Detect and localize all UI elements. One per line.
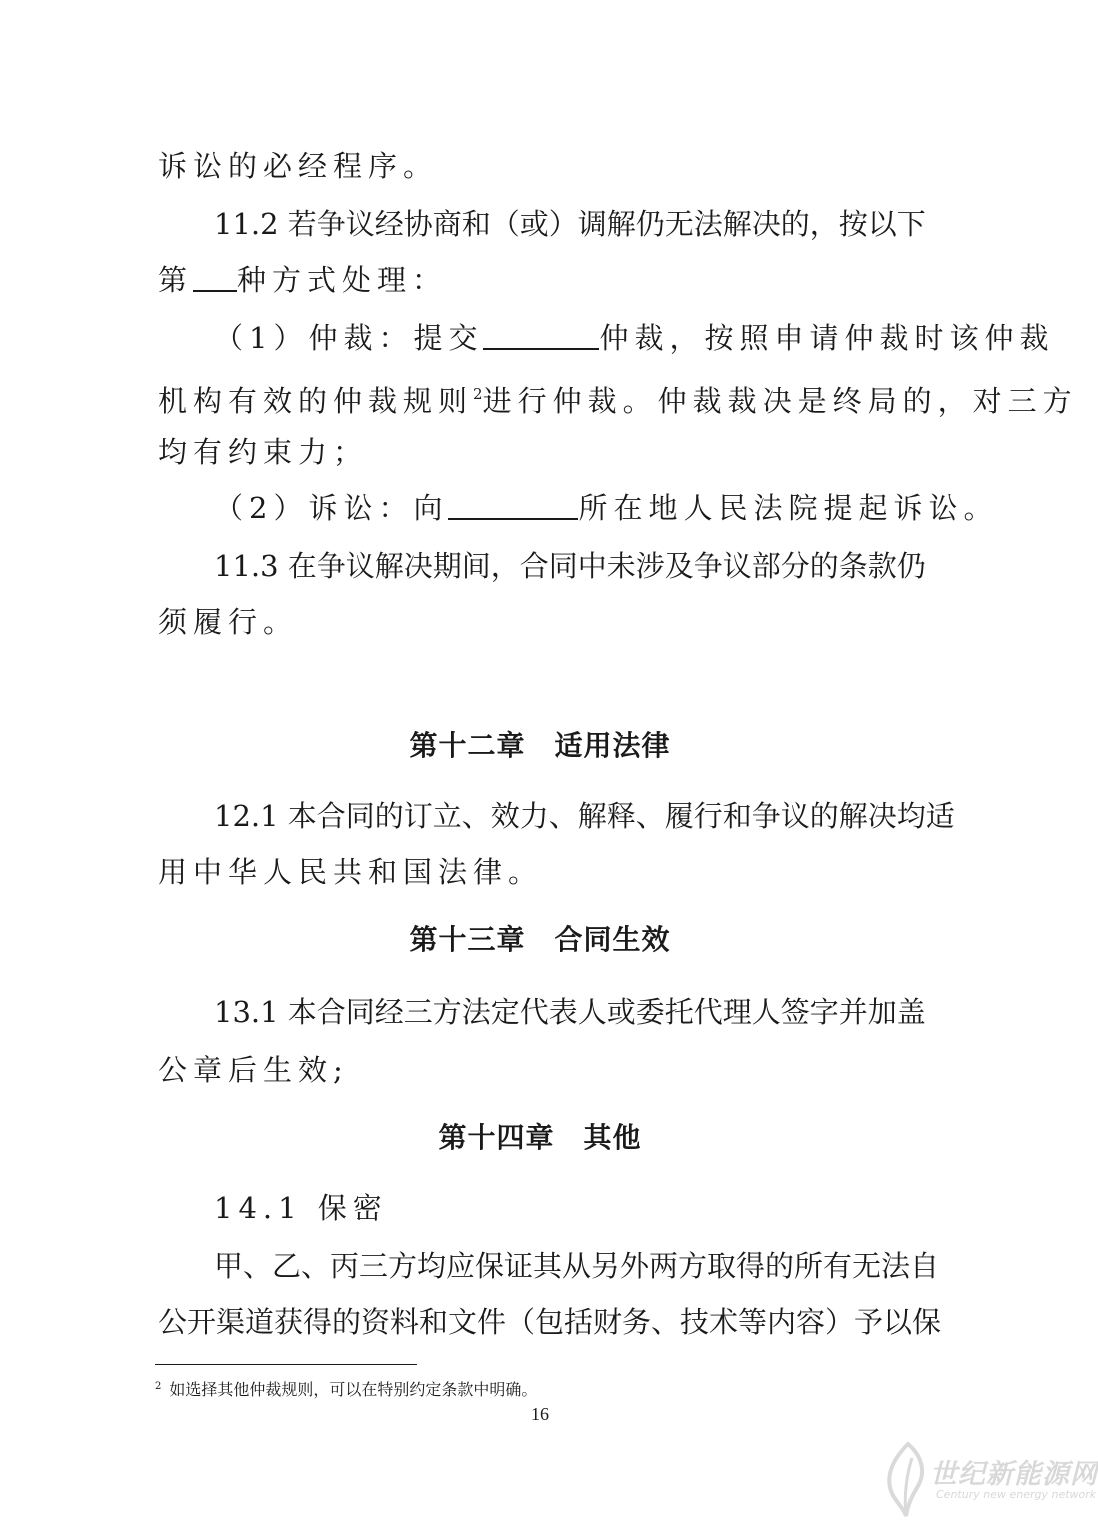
paragraph-text: （1）仲裁：提交	[214, 321, 484, 355]
fill-in-blank	[448, 492, 578, 520]
watermark-subtitle: Century new energy network	[936, 1488, 1097, 1501]
arbitration-line-3	[158, 432, 924, 472]
paragraph-text: 用中华人民共和国法律。	[158, 855, 544, 889]
chapter-14-heading: 第十四章 其他	[438, 1121, 642, 1154]
paragraph-text: 种方式处理：	[237, 263, 448, 297]
footnote-reference: 2	[473, 385, 483, 403]
paragraph-text: 第	[158, 263, 194, 297]
paragraph-text: 所在地人民法院提起诉讼。	[578, 491, 999, 525]
clause-14-1-line-1	[214, 1246, 940, 1286]
paragraph-text: 12.1 本合同的订立、效力、解释、履行和争议的解决均适	[214, 799, 955, 833]
arbitration-line-2	[158, 374, 1078, 421]
paragraph-text: 13.1 本合同经三方法定代表人或委托代理人签字并加盖	[214, 995, 926, 1029]
paragraph-text: 进行仲裁。仲裁裁决是终局的，对三方	[482, 384, 1078, 418]
paragraph-text: 诉讼的必经程序。	[158, 149, 439, 183]
chapter-12-heading: 第十二章 适用法律	[409, 729, 671, 762]
paragraph-text: 仲裁，按照申请仲裁时该仲裁	[599, 321, 1055, 355]
arbitration-line-1	[214, 318, 1055, 358]
fill-in-blank	[483, 322, 599, 350]
clause-11-2-line-1	[214, 204, 924, 244]
paragraph-text: 公开渠道获得的资料和文件（包括财务、技术等内容）予以保	[158, 1305, 942, 1339]
clause-11-3-line-2	[158, 602, 924, 642]
footnote	[155, 1376, 537, 1401]
leaf-logo-icon	[878, 1440, 934, 1520]
clause-12-1-line-2	[158, 852, 924, 892]
clause-11-2-line-2	[158, 260, 924, 300]
clause-14-1-line-2	[158, 1302, 942, 1342]
litigation-line	[214, 488, 999, 528]
clause-14-1-title	[214, 1188, 924, 1228]
page-number: 16	[531, 1404, 549, 1424]
paragraph-text: 11.3 在争议解决期间，合同中未涉及争议部分的条款仍	[214, 549, 926, 583]
clause-11-3-line-1	[214, 546, 924, 586]
paragraph-text: 14.1 保密	[214, 1191, 388, 1225]
fill-in-blank	[193, 264, 237, 292]
watermark-title: 世纪新能源网	[930, 1459, 1098, 1490]
clause-13-1-line-1	[214, 992, 924, 1032]
paragraph-text: 机构有效的仲裁规则	[158, 384, 474, 418]
footnote-separator	[155, 1364, 417, 1365]
watermark	[878, 1438, 1098, 1522]
paragraph-line	[158, 146, 924, 186]
clause-12-1-line-1	[214, 796, 955, 836]
chapter-13-heading: 第十三章 合同生效	[409, 923, 671, 956]
paragraph-text: 须履行。	[158, 605, 299, 639]
paragraph-text: 甲、乙、丙三方均应保证其从另外两方取得的所有无法自	[214, 1249, 940, 1283]
clause-11-2-text: 11.2 若争议经协商和（或）调解仍无法解决的，按以下	[214, 207, 926, 241]
footnote-mark: 2	[155, 1381, 162, 1392]
paragraph-text: 均有约束力；	[158, 435, 369, 469]
paragraph-text: （2）诉讼：向	[214, 491, 449, 525]
footnote-text: 如选择其他仲裁规则，可以在特别约定条款中明确。	[169, 1380, 538, 1399]
clause-13-1-line-2	[158, 1050, 924, 1090]
paragraph-text: 公章后生效;	[158, 1053, 349, 1087]
